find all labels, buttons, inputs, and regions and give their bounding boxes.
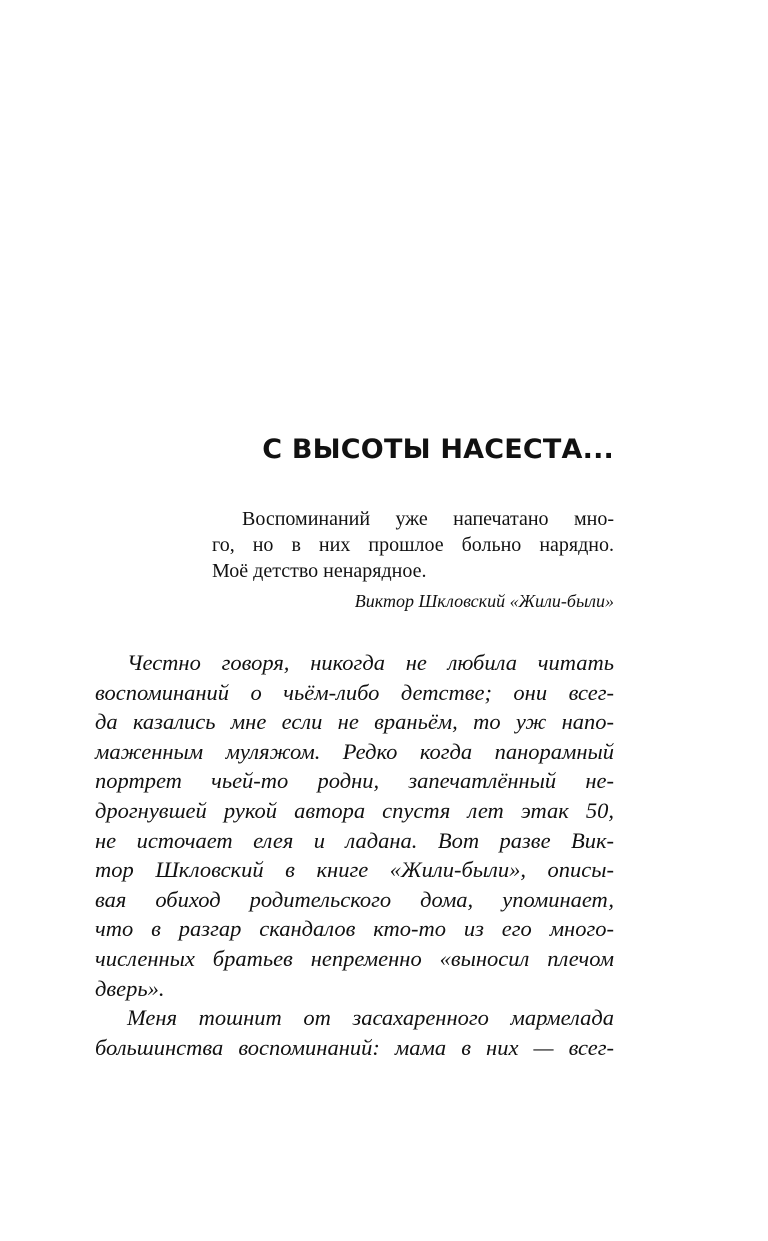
epigraph bbox=[212, 506, 614, 614]
text-line: Честно говоря, никогда не любила читать bbox=[127, 650, 614, 675]
epigraph-source: Виктор Шкловский «Жили-были» bbox=[354, 591, 614, 611]
text-line: да казались мне если не враньём, то уж напо- bbox=[95, 709, 614, 735]
body-text bbox=[95, 648, 614, 1062]
text-line: не источает елея и ладана. Вот разве Вик- bbox=[95, 827, 614, 853]
epigraph-line: Воспоминаний уже напечатано мно- bbox=[242, 508, 614, 530]
text-line: дверь». bbox=[95, 975, 165, 1001]
text-line: портрет чьей-то родни, запечатлённый не- bbox=[95, 768, 614, 794]
text-line: воспоминаний о чьём-либо детстве; они всег- bbox=[95, 679, 614, 705]
epigraph-line: Моё детство ненарядное. bbox=[212, 560, 427, 582]
text-line: большинства воспоминаний: мама в них — всег- bbox=[95, 1034, 614, 1060]
text-line: тор Шкловский в книге «Жили-были», описы- bbox=[95, 857, 614, 883]
text-line: маженным муляжом. Редко когда панорамный bbox=[95, 738, 614, 764]
text-line: дрогнувшей рукой автора спустя лет этак 50, bbox=[95, 797, 614, 823]
text-line: вая обиход родительского дома, упоминает, bbox=[95, 886, 614, 912]
text-line: численных братьев непременно «выносил плечом bbox=[95, 945, 614, 971]
text-line: Меня тошнит от засахаренного мармелада bbox=[127, 1005, 614, 1031]
chapter-title: С ВЫСОТЫ НАСЕСТА... bbox=[262, 434, 614, 465]
text-line: что в разгар скандалов кто-то из его много- bbox=[95, 916, 614, 942]
epigraph-line: го, но в них прошлое больно нарядно. bbox=[212, 534, 614, 556]
